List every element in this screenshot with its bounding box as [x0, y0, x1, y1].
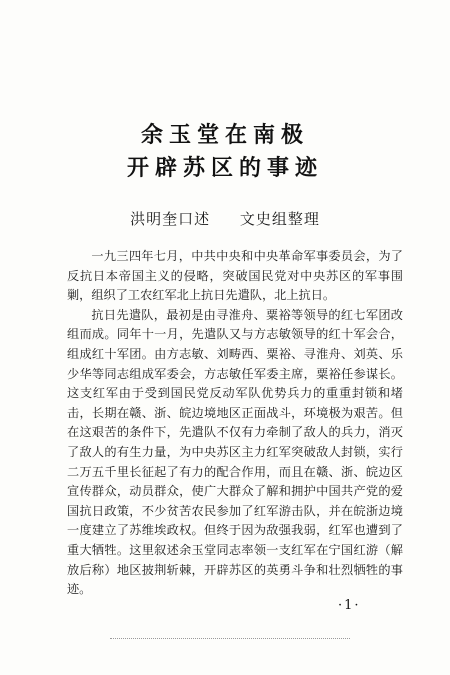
paragraph-1: 一九三四年七月，中共中央和中央革命军事委员会，为了反抗日本帝国主义的侵略，突破国民党对中央苏区的军事围剿，组织了工农红军北上抗日先遣队，北上抗日。	[67, 249, 403, 303]
page-number: ·1·	[338, 598, 361, 613]
editor-credit: 文史组整理	[239, 210, 320, 228]
scan-divider	[110, 638, 350, 639]
article-body	[67, 247, 403, 600]
narrator-credit: 洪明奎口述	[130, 210, 211, 228]
title-line-2: 开辟苏区的事迹	[126, 156, 323, 181]
title-line-1: 余玉堂在南极	[140, 123, 309, 148]
byline	[0, 208, 450, 229]
paragraph-2: 抗日先遣队，最初是由寻淮舟、粟裕等领导的红七军团改组而成。同年十一月，先遣队又与方志敏领导的红十军会合，组成红十军团。由方志敏、刘畴西、粟裕、寻淮舟、刘英、乐少华等同志组成军委会，方志敏任军委主席，粟裕任参谋长。这支红军由于受到国民党反动军队优势兵力的重重封锁和堵击，长期在赣、浙、皖边境地区正面战斗，环境极为艰苦。但在这艰苦的条件下，先遣队不仅有力牵制了敌人的兵力，消灭了敌人的有生力量，为中央苏区主力红军突破敌人封锁，实行二万五千里长征起了有力的配合作用，而且在赣、浙、皖边区宣传群众，动员群众，使广大群众了解和拥护中国共产党的爱国抗日政策，不少贫苦农民参加了红军游击队，并在皖浙边境一度建立了苏维埃政权。但终于因为敌强我弱，红军也遭到了重大牺牲。这里叙述余玉堂同志率领一支红军在宁国红游（解放后称）地区披荆斩棘，开辟苏区的英勇斗争和壮烈牺牲的事迹。	[67, 307, 403, 597]
